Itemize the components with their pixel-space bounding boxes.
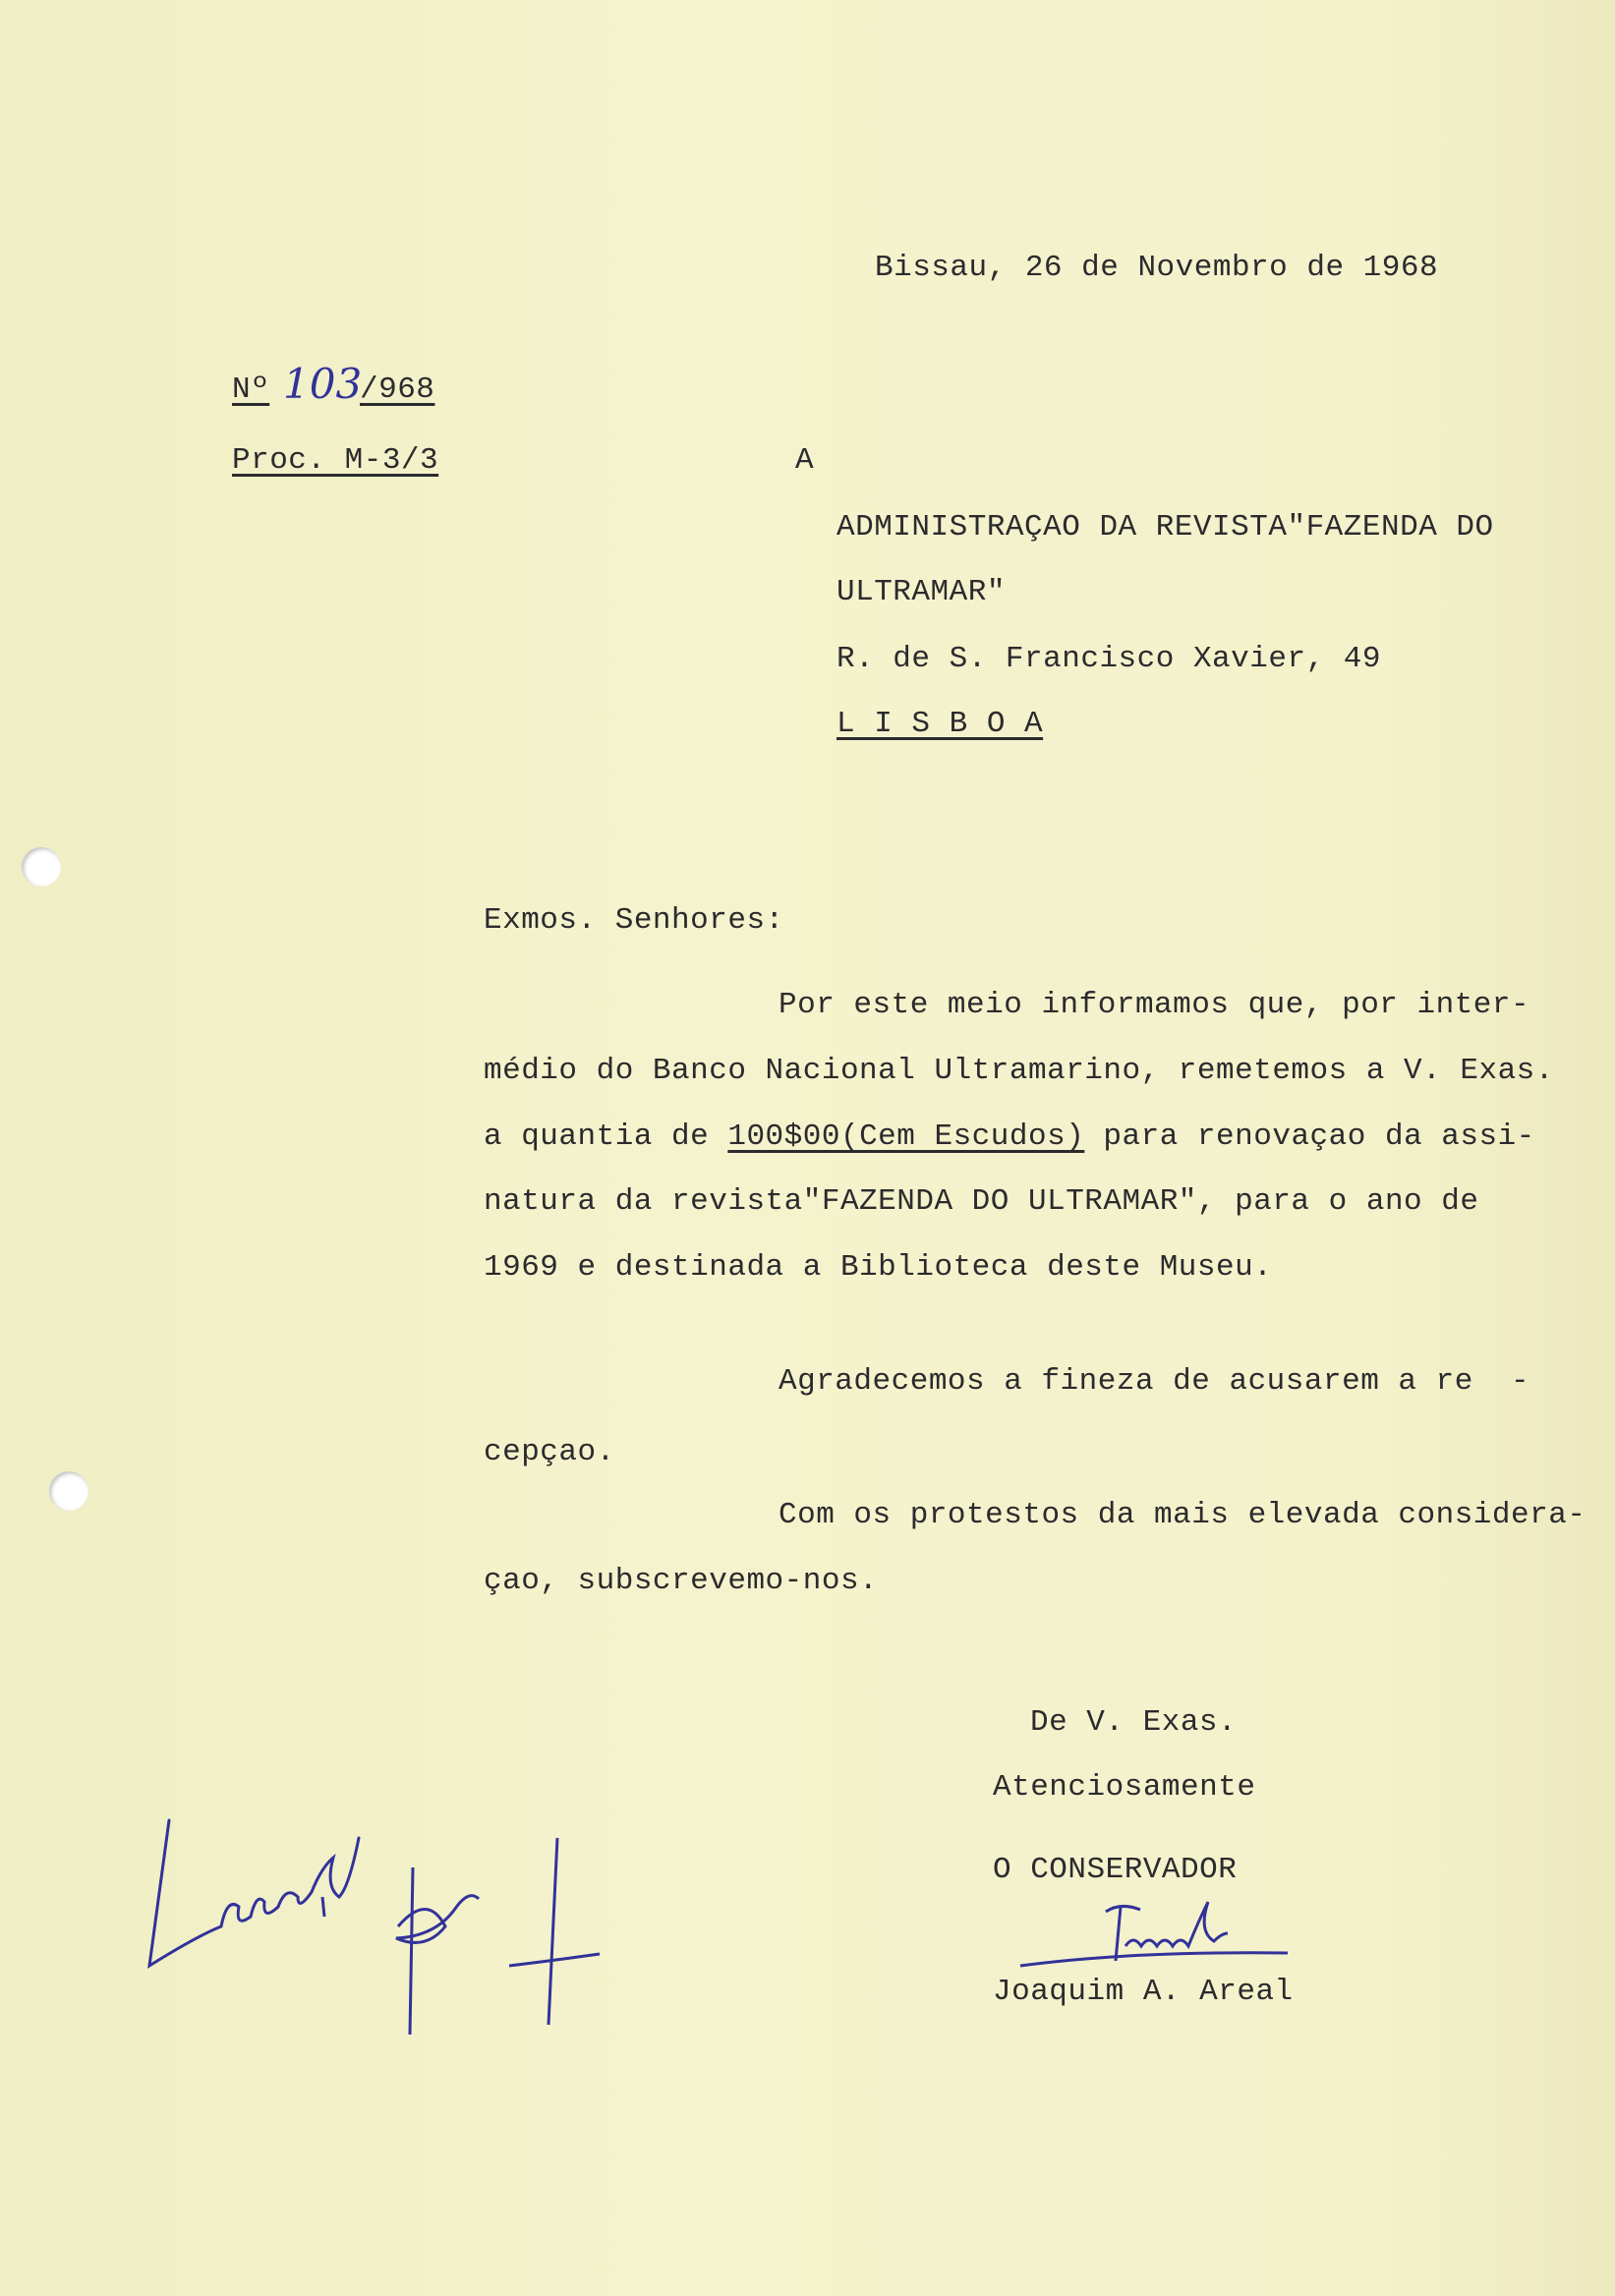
body-p1-line1: Por este meio informamos que, por inter-: [779, 988, 1530, 1022]
signer-name: Joaquim A. Areal: [993, 1975, 1294, 2009]
salutation: Exmos. Senhores:: [484, 903, 784, 938]
amount: 100$00(Cem Escudos): [727, 1119, 1085, 1154]
body-p1-line3: [484, 1119, 1535, 1156]
process-reference: Proc. M-3/3: [232, 443, 439, 478]
body-p2-line2: cepçao.: [484, 1435, 615, 1469]
body-p1-line3-post: para renovaçao da assi-: [1084, 1119, 1535, 1154]
reference-number-handwritten: 103: [283, 360, 363, 408]
body-p1-line2: médio do Banco Nacional Ultramarino, remetemos a V. Exas.: [484, 1054, 1554, 1088]
addressee-line1: ADMINISTRAÇAO DA REVISTA"FAZENDA DO: [836, 510, 1494, 545]
closing-line1: De V. Exas.: [1030, 1705, 1238, 1740]
body-p3-line1: Com os protestos da mais elevada considera-: [779, 1498, 1586, 1532]
body-p1-line4: natura da revista"FAZENDA DO ULTRAMAR", para o ano de: [484, 1184, 1479, 1219]
reference-number-suffix: /968: [360, 373, 435, 407]
body-p3-line2: çao, subscrevemo-nos.: [484, 1564, 879, 1598]
closing-title: O CONSERVADOR: [993, 1853, 1238, 1887]
punch-hole-bottom: [49, 1471, 88, 1511]
date-line: Bissau, 26 de Novembro de 1968: [875, 251, 1439, 285]
body-p1-line5: 1969 e destinada a Biblioteca deste Museu.: [484, 1250, 1273, 1285]
addressee-line2: ULTRAMAR": [836, 575, 1006, 609]
closing-line2: Atenciosamente: [993, 1770, 1256, 1805]
punch-hole-top: [22, 847, 61, 887]
addressee-city: L I S B O A: [836, 707, 1044, 741]
addressee-to: A: [795, 443, 815, 478]
reference-number-prefix: Nº: [232, 373, 270, 407]
addressee-line3: R. de S. Francisco Xavier, 49: [836, 642, 1381, 676]
body-p1-line3-pre: a quantia de: [484, 1119, 728, 1154]
body-p2-line1: Agradecemos a fineza de acusarem a re -: [779, 1364, 1530, 1399]
handwritten-initials-left: [138, 1789, 590, 2044]
